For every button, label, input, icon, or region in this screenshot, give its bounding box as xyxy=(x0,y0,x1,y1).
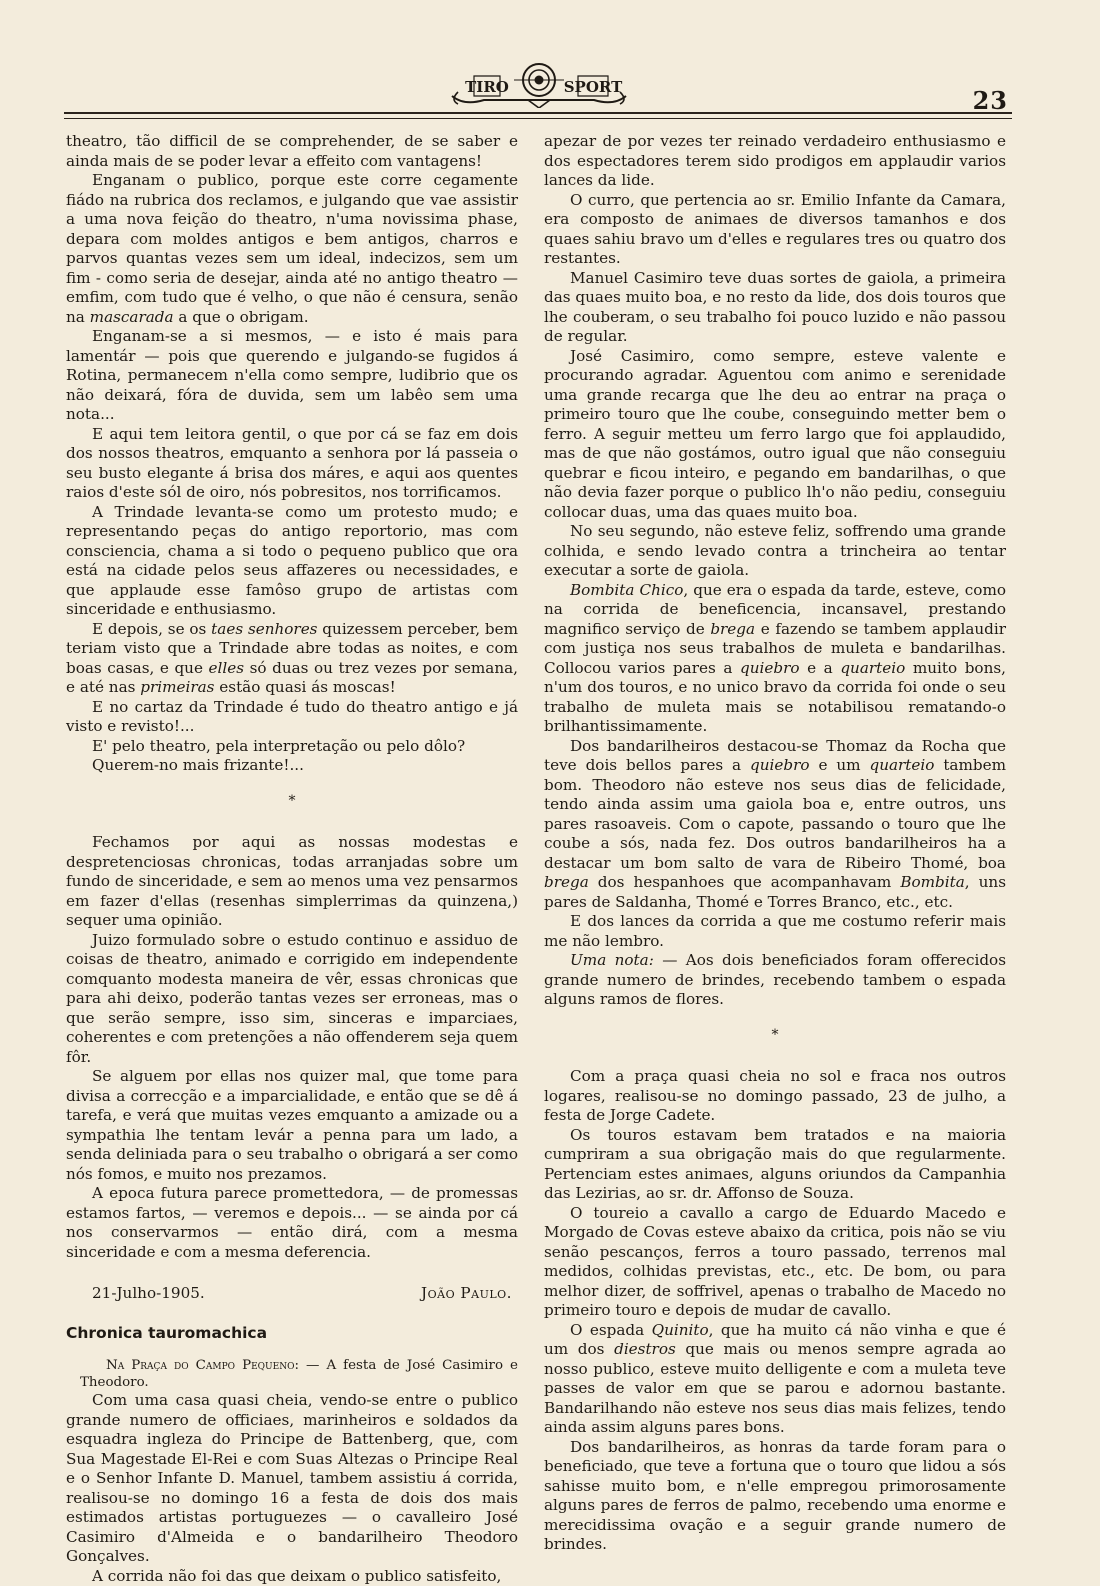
section-separator: * xyxy=(66,792,518,812)
article-author: João Paulo. xyxy=(421,1284,512,1304)
section-separator: * xyxy=(544,1026,1006,1046)
signature-line xyxy=(66,1284,518,1304)
left-column xyxy=(66,132,518,1586)
page-number: 23 xyxy=(973,86,1008,115)
paragraph: Dos bandarilheiros destacou-se Thomaz da Rocha que teve dois bellos pares a quiebro e um quarteio tambem bom. Theodoro não esteve nos seus dias de felicidade, tendo ainda assim uma gaiola boa e, entre outros, uns pares rasoaveis. Com o capote, passando o touro que lhe coube a sós, nada fez. Dos outros bandarilheiros ha a destacar um bom salto de vara de Ribeiro Thomé, boa brega dos hespanhoes que acompanhavam Bombita, uns pares de Saldanha, Thomé e Torres Branco, etc., etc. xyxy=(544,737,1006,913)
masthead xyxy=(0,0,1100,130)
paragraph: Querem-no mais frizante!... xyxy=(66,756,518,776)
paragraph: A corrida não foi das que deixam o publico satisfeito, xyxy=(66,1567,518,1586)
paragraph: Se alguem por ellas nos quizer mal, que tome para divisa a correcção e a imparcialidade, e então que se dê á tarefa, e verá que muitas vezes emquanto a amizade ou a sympathia lhe tentam levár a penna para um lado, a senda deliniada para o seu trabalho o obrigará a ser como nós fomos, e muito nos prezamos. xyxy=(66,1067,518,1184)
paragraph: E' pelo theatro, pela interpretação ou pelo dôlo? xyxy=(66,737,518,757)
paragraph: E dos lances da corrida a que me costumo referir mais me não lembro. xyxy=(544,912,1006,951)
paragraph: A Trindade levanta-se como um protesto mudo; e representando peças do antigo reportorio, mas com consciencia, chama a si todo o pequeno publico que ora está na cidade pelos seus affazeres ou necessidades, e que applaude esse famôso grupo de artistas com sinceridade e enthusiasmo. xyxy=(66,503,518,620)
paragraph: Com uma casa quasi cheia, vendo-se entre o publico grande numero de officiaes, marinheiros e soldados da esquadra ingleza do Principe de Battenberg, que, com Sua Magestade El-Rei e com Suas Altezas o Principe Real e o Senhor Infante D. Manuel, tambem assistiu á corrida, realisou-se no domingo 16 a festa de dois dos mais estimados artistas portuguezes — o cavalleiro José Casimiro d'Almeida e o bandarilheiro Theodoro Gonçalves. xyxy=(66,1391,518,1567)
paragraph: theatro, tão difficil de se comprehender, de se saber e ainda mais de se poder levar a effeito com vantagens! xyxy=(66,132,518,171)
paragraph: Fechamos por aqui as nossas modestas e despretenciosas chronicas, todas arranjadas sobre um fundo de sinceridade, e sem ao menos uma vez pensarmos em fazer d'ellas (resenhas simplerrimas da quinzena,) sequer uma opinião. xyxy=(66,833,518,931)
paragraph: Juizo formulado sobre o estudo continuo e assiduo de coisas de theatro, animado e corrigido em independente comquanto modesta maneira de vêr, essas chronicas que para ahi deixo, poderão tantas vezes ser erroneas, mas o que serão sempre, isso sim, sinceras e imparciaes, coherentes e com pretenções a não offenderem seja quem fôr. xyxy=(66,931,518,1068)
paragraph: O toureio a cavallo a cargo de Eduardo Macedo e Morgado de Covas esteve abaixo da critica, pois não se viu senão pescanços, ferros a touro passado, terrenos mal medidos, colhidas previstas, etc., etc. De bom, ou para melhor dizer, de soffrivel, apenas o trabalho de Macedo no primeiro touro e depois de mudar de cavallo. xyxy=(544,1204,1006,1321)
paragraph: Uma nota: — Aos dois beneficiados foram offerecidos grande numero de brindes, recebendo tambem o espada alguns ramos de flores. xyxy=(544,951,1006,1010)
paragraph: E depois, se os taes senhores quizessem perceber, bem teriam visto que a Trindade abre todas as noites, e com boas casas, e que elles só duas ou trez vezes por semana, e até nas primeiras estão quasi ás moscas! xyxy=(66,620,518,698)
section-title: Chronica tauromachica xyxy=(66,1324,518,1344)
paragraph: Enganam o publico, porque este corre cegamente fiádo na rubrica dos reclamos, e julgando que vae assistir a uma nova feição do theatro, n'uma novissima phase, depara com moldes antigos e bem antigos, charros e parvos quantas vezes sem um ideal, indecizos, sem um fim - como seria de desejar, ainda até no antigo theatro — emfim, com tudo que é velho, o que não é censura, senão na mascarada a que o obrigam. xyxy=(66,171,518,327)
paragraph: Bombita Chico, que era o espada da tarde, esteve, como na corrida de beneficencia, incansavel, prestando magnifico serviço de brega e fazendo se tambem applaudir com justiça nos seus trabalhos de muleta e bandarilhas. Collocou varios pares a quiebro e a quarteio muito bons, n'um dos touros, e no unico bravo da corrida foi onde o seu trabalho de muleta mais se notabilisou rematando-o brilhantissimamente. xyxy=(544,581,1006,737)
paragraph: A epoca futura parece promettedora, — de promessas estamos fartos, — veremos e depois... — se ainda por cá nos conservarmos — então dirá, com a mesma sinceridade e com a mesma deferencia. xyxy=(66,1184,518,1262)
paragraph: Os touros estavam bem tratados e na maioria cumpriram a sua obrigação mais do que regularmente. Pertenciam estes animaes, alguns oriundos da Campanhia das Lezirias, ao sr. dr. Affonso de Souza. xyxy=(544,1126,1006,1204)
paragraph: O curro, que pertencia ao sr. Emilio Infante da Camara, era composto de animaes de diversos tamanhos e dos quaes sahiu bravo um d'elles e regulares tres ou quatro dos restantes. xyxy=(544,191,1006,269)
svg-text:TIRO: TIRO xyxy=(465,78,509,96)
header-rule-thin xyxy=(64,118,1012,119)
article-subhead: Na Praça do Campo Pequeno: — A festa de José Casimiro e Theodoro. xyxy=(66,1357,518,1391)
right-column xyxy=(544,132,1006,1555)
article-date: 21-Julho-1905. xyxy=(92,1284,205,1304)
paragraph: E no cartaz da Trindade é tudo do theatro antigo e já visto e revisto!... xyxy=(66,698,518,737)
paragraph: No seu segundo, não esteve feliz, soffrendo uma grande colhida, e sendo levado contra a trincheira ao tentar executar a sorte de gaiola. xyxy=(544,522,1006,581)
paragraph: José Casimiro, como sempre, esteve valente e procurando agradar. Aguentou com animo e serenidade uma grande recarga que lhe deu ao entrar na praça o primeiro touro que lhe coube, conseguindo metter bem o ferro. A seguir metteu um ferro largo que foi applaudido, mas de que não gostámos, outro igual que não conseguiu quebrar e ficou inteiro, e pegando em bandarilhas, o que não devia fazer porque o publico lh'o não pediu, conseguiu collocar duas, uma das quaes muito boa. xyxy=(544,347,1006,523)
logo-emblem xyxy=(444,56,634,108)
paragraph: Manuel Casimiro teve duas sortes de gaiola, a primeira das quaes muito boa, e no resto da lide, dos dois touros que lhe couberam, o seu trabalho foi pouco luzido e não passou de regular. xyxy=(544,269,1006,347)
paragraph: Com a praça quasi cheia no sol e fraca nos outros logares, realisou-se no domingo passado, 23 de julho, a festa de Jorge Cadete. xyxy=(544,1067,1006,1126)
paragraph: E aqui tem leitora gentil, o que por cá se faz em dois dos nossos theatros, emquanto a senhora por lá passeia o seu busto elegante á brisa dos máres, e aqui aos quentes raios d'este sól de oiro, nós pobresitos, nos torrificamos. xyxy=(66,425,518,503)
paragraph: Dos bandarilheiros, as honras da tarde foram para o beneficiado, que teve a fortuna que o touro que lidou a sós sahisse muito bom, e n'elle empregou primorosamente alguns pares de ferros de palmo, recebendo uma enorme e merecidissima ovação e a seguir grande numero de brindes. xyxy=(544,1438,1006,1555)
header-rule-thick xyxy=(64,112,1012,114)
paragraph: apezar de por vezes ter reinado verdadeiro enthusiasmo e dos espectadores terem sido prodigos em applaudir varios lances da lide. xyxy=(544,132,1006,191)
paragraph: O espada Quinito, que ha muito cá não vinha e que é um dos diestros que mais ou menos sempre agrada ao nosso publico, esteve muito delligente e com a muleta teve passes de valor em que se parou e adornou bastante. Bandarilhando não esteve nos seus dias mais felizes, tendo ainda assim alguns pares bons. xyxy=(544,1321,1006,1438)
paragraph: Enganam-se a si mesmos, — e isto é mais para lamentár — pois que querendo e julgando-se fugidos á Rotina, permanecem n'ella como sempre, ludibrio que os não deixará, fóra de duvida, sem um labêo sem uma nota... xyxy=(66,327,518,425)
svg-text:SPORT: SPORT xyxy=(564,78,623,96)
tiro-sport-logo xyxy=(444,56,634,108)
